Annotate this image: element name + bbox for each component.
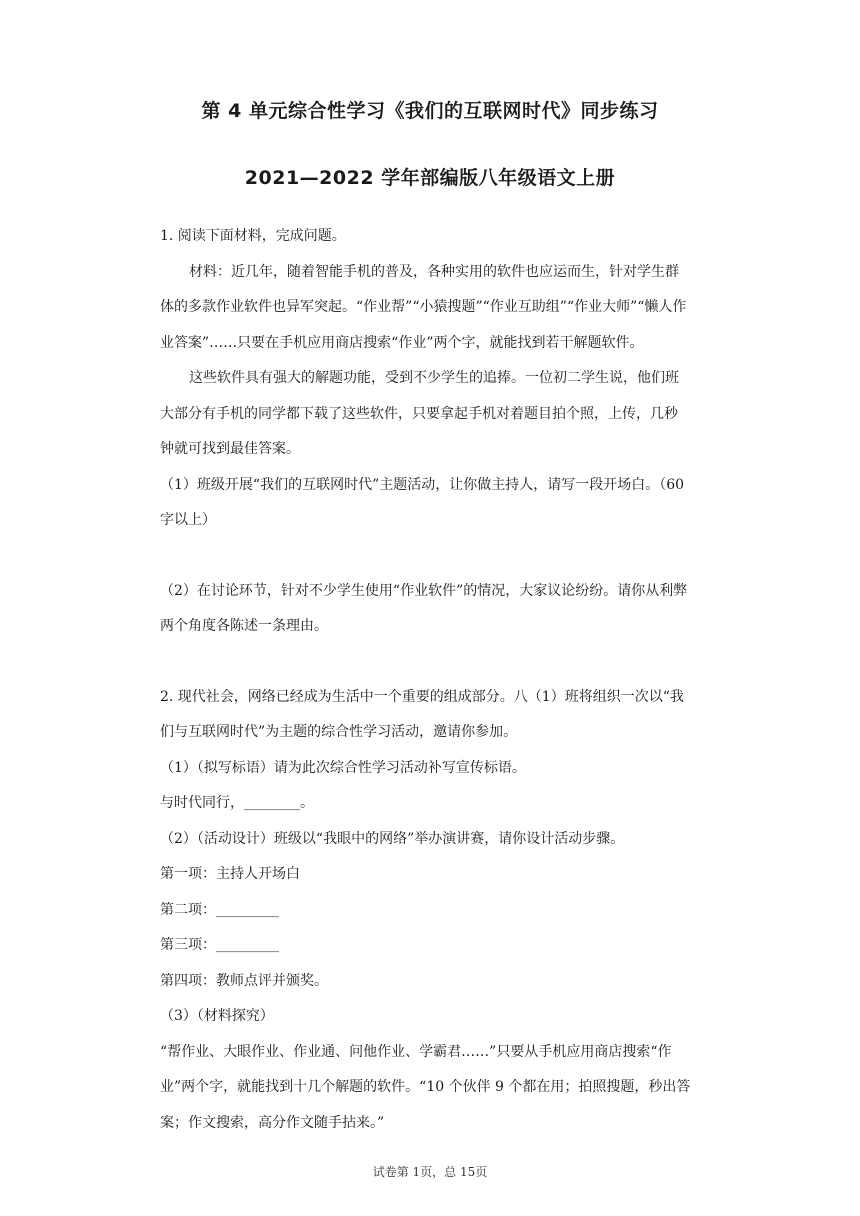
question-2-stem-line-1: 2. 现代社会，网络已经成为生活中一个重要的组成部分。八（1）班将组织一次以“我 xyxy=(160,689,684,705)
step-3-blank: 第三项：_________ xyxy=(160,937,279,953)
passage-paragraph-2-line-1: 这些软件具有强大的解题功能，受到不少学生的追捧。一位初二学生说，他们班 xyxy=(189,370,679,386)
question-2-stem-line-2: 们与互联网时代”为主题的综合性学习活动，邀请你参加。 xyxy=(160,724,518,740)
question-2-part-3: （3）（材料探究） xyxy=(160,1008,274,1024)
passage-paragraph-1-line-1: 材料：近几年，随着智能手机的普及，各种实用的软件也应运而生，针对学生群 xyxy=(189,264,679,280)
question-1-part-2-line-2: 两个角度各陈述一条理由。 xyxy=(160,618,328,634)
page-footer: 试卷第 1页，总 15页 xyxy=(372,1165,488,1179)
passage-paragraph-1-line-3: 业答案”……只要在手机应用商店搜索“作业”两个字，就能找到若干解题软件。 xyxy=(160,335,644,351)
material-line-3: 案；作文搜索，高分作文随手拈来。” xyxy=(160,1115,385,1131)
question-1-stem: 1. 阅读下面材料，完成问题。 xyxy=(160,228,346,244)
passage-paragraph-2-line-3: 钟就可找到最佳答案。 xyxy=(160,441,300,457)
passage-paragraph-2-line-2: 大部分有手机的同学都下载了这些软件，只要拿起手机对着题目拍个照，上传，几秒 xyxy=(160,406,678,422)
step-4: 第四项：教师点评并颁奖。 xyxy=(160,973,328,989)
material-line-1: “帮作业、大眼作业、作业通、问他作业、学霸君……”只要从手机应用商店搜索“作 xyxy=(160,1044,672,1060)
question-1-part-1-line-2: 字以上） xyxy=(160,512,216,528)
question-2-part-2: （2）（活动设计）班级以“我眼中的网络”举办演讲赛，请你设计活动步骤。 xyxy=(160,831,625,847)
step-1: 第一项：主持人开场白 xyxy=(160,866,300,882)
question-1-part-2-line-1: （2）在讨论环节，针对不少学生使用“作业软件”的情况，大家议论纷纷。请你从利弊 xyxy=(160,583,688,599)
step-2-blank: 第二项：_________ xyxy=(160,902,279,918)
document-title: 第 4 单元综合性学习《我们的互联网时代》同步练习 xyxy=(201,100,659,122)
question-1-part-1-line-1: （1）班级开展“我们的互联网时代”主题活动，让你做主持人，请写一段开场白。（60 xyxy=(160,477,685,493)
passage-paragraph-1-line-2: 体的多款作业软件也异军突起。“作业帮”“小猿搜题”“作业互助组”“作业大师”“懒人作 xyxy=(160,299,687,315)
slogan-blank: 与时代同行，________。 xyxy=(160,795,314,811)
material-line-2: 业”两个字，就能找到十几个解题的软件。“10 个伙伴 9 个都在用；拍照搜题，秒出答 xyxy=(160,1079,691,1095)
question-2-part-1: （1）（拟写标语）请为此次综合性学习活动补写宣传标语。 xyxy=(160,760,526,776)
document-subtitle: 2021—2022 学年部编版八年级语文上册 xyxy=(244,167,616,189)
